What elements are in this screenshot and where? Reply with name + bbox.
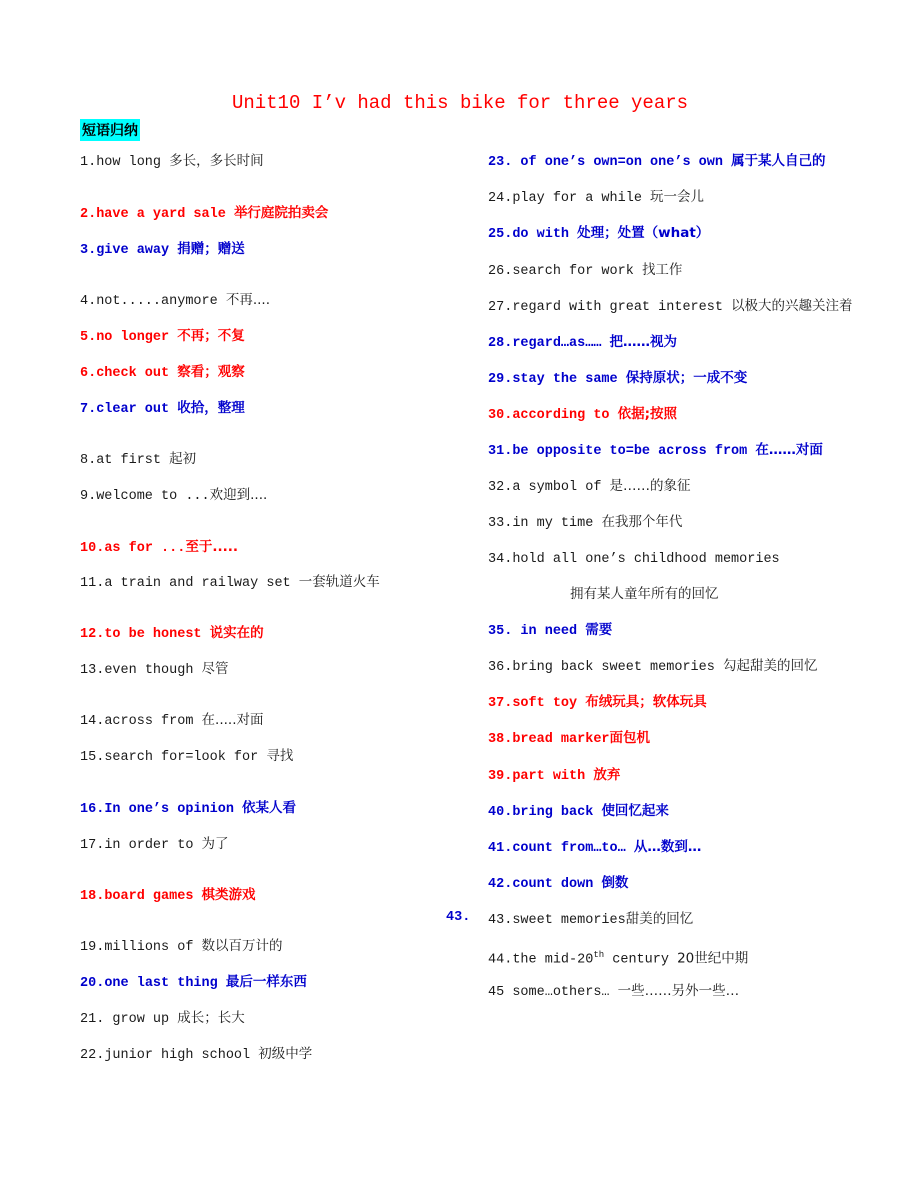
list-item — [80, 399, 245, 419]
page-title: Unit10 I’v had this bike for three years — [231, 92, 689, 114]
item-english: bread marker — [512, 732, 610, 747]
list-item — [80, 799, 296, 819]
list-item — [80, 363, 245, 383]
item-chinese: 玩一会儿 — [650, 189, 705, 205]
item-chinese: 成长；长大 — [177, 1010, 245, 1026]
list-item — [80, 747, 293, 767]
item-superscript: th — [593, 950, 605, 960]
item-english: bring back sweet memories — [512, 660, 723, 675]
item-chinese: 甜美的回忆 — [625, 911, 694, 927]
item-english: have a yard sale — [96, 207, 234, 222]
item-number: 14. — [80, 714, 105, 729]
item-english: give away — [96, 243, 178, 258]
item-chinese: 数以百万计的 — [201, 938, 283, 954]
list-item — [488, 729, 650, 749]
list-item — [488, 982, 739, 1002]
item-chinese: 面包机 — [609, 730, 651, 746]
item-number: 13. — [80, 663, 105, 678]
item-chinese: 一些……另外一些… — [617, 983, 740, 999]
item-english: clear out — [96, 402, 178, 417]
item-number: 1. — [80, 155, 97, 170]
item-chinese: 需要 — [585, 622, 613, 638]
item-chinese: 勾起甜美的回忆 — [722, 658, 818, 674]
item-chinese: 说实在的 — [209, 625, 264, 641]
item-chinese: 找工作 — [641, 262, 683, 278]
item-chinese: 布绒玩具；软体玩具 — [585, 694, 707, 710]
item-chinese: 依据;按照 — [617, 406, 678, 422]
item-english: hold all one’s childhood memories — [512, 552, 780, 567]
item-chinese: 20世纪中期 — [677, 950, 749, 967]
list-item — [80, 204, 328, 224]
list-marker: 43. — [446, 910, 471, 925]
item-chinese: 处理；处置（what） — [577, 225, 710, 241]
item-english: sweet memories — [512, 913, 626, 928]
item-chinese: 至于..... — [185, 539, 238, 555]
list-item — [488, 549, 780, 569]
item-english: soft toy — [512, 696, 586, 711]
item-number: 34. — [488, 552, 513, 567]
item-number: 40. — [488, 805, 513, 820]
item-number: 11. — [80, 576, 105, 591]
section-label: 短语归纳 — [80, 119, 140, 141]
item-english: bring back — [512, 805, 602, 820]
list-item — [80, 573, 380, 593]
item-english: to be honest — [104, 627, 210, 642]
item-english: not.....anymore — [96, 294, 226, 309]
item-english: be opposite to=be across from — [512, 444, 756, 459]
item-number: 3. — [80, 243, 97, 258]
item-chinese: 保持原状；一成不变 — [625, 370, 748, 386]
item-english: in order to — [104, 838, 202, 853]
item-number: 37. — [488, 696, 513, 711]
item-english: millions of — [104, 940, 202, 955]
item-number: 33. — [488, 516, 513, 531]
item-number: 22. — [80, 1048, 105, 1063]
list-item — [80, 1009, 245, 1029]
item-chinese: 举行庭院拍卖会 — [233, 205, 329, 221]
item-chinese: 尽管 — [201, 661, 229, 677]
item-number: 21. — [80, 1012, 105, 1027]
list-item — [80, 660, 229, 680]
item-english: no longer — [96, 330, 178, 345]
item-chinese: 在……对面 — [755, 442, 823, 458]
item-number: 43. — [488, 913, 513, 928]
item-number: 16. — [80, 802, 105, 817]
item-english: a symbol of — [512, 480, 610, 495]
item-english-cont: century — [604, 952, 678, 968]
item-number: 28. — [488, 336, 513, 351]
list-item — [488, 441, 823, 461]
item-chinese: 依某人看 — [242, 800, 297, 816]
list-item — [488, 693, 707, 713]
item-chinese: 不再.... — [225, 292, 270, 308]
item-number: 4. — [80, 294, 97, 309]
list-item — [80, 624, 264, 644]
list-item — [80, 152, 264, 172]
item-english: count down — [512, 877, 602, 892]
list-item — [488, 333, 677, 353]
list-item — [488, 369, 747, 389]
item-english: at first — [96, 453, 170, 468]
item-chinese: 以极大的兴趣关注着 — [731, 298, 853, 314]
list-item — [488, 874, 628, 894]
item-english: check out — [96, 366, 178, 381]
list-item — [80, 886, 256, 906]
item-chinese: 棋类游戏 — [201, 887, 256, 903]
list-item — [80, 711, 264, 731]
list-item — [488, 621, 612, 641]
item-chinese: 是……的象征 — [609, 478, 691, 494]
item-english: do with — [512, 227, 578, 242]
item-english: in my time — [512, 516, 602, 531]
item-english: welcome to ... — [96, 489, 210, 504]
list-item — [80, 835, 229, 855]
item-english: search for work — [512, 264, 642, 279]
item-number: 19. — [80, 940, 105, 955]
list-item — [80, 538, 238, 558]
item-english: stay the same — [512, 372, 626, 387]
item-number: 45 — [488, 985, 513, 1000]
item-chinese: 在我那个年代 — [601, 514, 683, 530]
list-item — [488, 261, 682, 281]
item-chinese: 使回忆起来 — [601, 803, 669, 819]
item-chinese: 察看；观察 — [177, 364, 245, 380]
list-item — [80, 291, 270, 311]
item-chinese: 捐赠；赠送 — [177, 241, 245, 257]
item-english: regard…as…… — [512, 336, 610, 351]
item-chinese: 倒数 — [601, 875, 629, 891]
list-item — [488, 766, 620, 786]
item-chinese: 最后一样东西 — [225, 974, 307, 990]
item-english: according to — [512, 408, 618, 423]
list-item — [488, 297, 853, 317]
list-item — [488, 224, 709, 244]
item-number: 44. — [488, 952, 513, 968]
list-item — [80, 240, 245, 260]
item-number: 39. — [488, 769, 513, 784]
item-number: 8. — [80, 453, 97, 468]
item-number: 29. — [488, 372, 513, 387]
item-chinese: 欢迎到.... — [209, 487, 268, 503]
list-item — [80, 486, 267, 506]
list-item — [80, 450, 196, 470]
item-english: in need — [512, 624, 586, 639]
item-number: 25. — [488, 227, 513, 242]
item-english: how long — [96, 155, 170, 170]
list-item — [80, 937, 283, 957]
list-item — [80, 327, 245, 347]
item-number: 7. — [80, 402, 97, 417]
item-english: junior high school — [104, 1048, 259, 1063]
item-number: 32. — [488, 480, 513, 495]
item-number: 15. — [80, 750, 105, 765]
item-english: grow up — [104, 1012, 178, 1027]
item-chinese: 不再；不复 — [177, 328, 245, 344]
item-chinese: 放弃 — [593, 767, 621, 783]
list-item — [488, 802, 669, 822]
item-english: as for ... — [104, 541, 186, 556]
item-english: regard with great interest — [512, 300, 732, 315]
item-chinese: 收拾，整理 — [177, 400, 245, 416]
item-english: In one’s opinion — [104, 802, 243, 817]
item-chinese: 多长，多长时间 — [169, 153, 264, 169]
item-number: 31. — [488, 444, 513, 459]
item-english: part with — [512, 769, 594, 784]
item-number: 9. — [80, 489, 97, 504]
list-item — [80, 1045, 312, 1065]
item-chinese: 在.....对面 — [201, 712, 264, 728]
list-item — [488, 405, 677, 425]
list-item — [488, 838, 701, 858]
item-english: count from…to… — [512, 841, 634, 856]
item-english: across from — [104, 714, 202, 729]
item-number: 6. — [80, 366, 97, 381]
item-number: 20. — [80, 976, 105, 991]
item-english: search for=look for — [104, 750, 267, 765]
item-number: 23. — [488, 155, 513, 170]
item-number: 42. — [488, 877, 513, 892]
list-item — [488, 152, 826, 172]
item-chinese: 初级中学 — [258, 1046, 313, 1062]
item-number: 38. — [488, 732, 513, 747]
item-number: 35. — [488, 624, 513, 639]
list-item — [488, 513, 682, 533]
item-number: 5. — [80, 330, 97, 345]
item-english: some…others… — [512, 985, 618, 1000]
item-number: 18. — [80, 889, 105, 904]
item-english: the mid-20 — [512, 952, 594, 968]
item-number: 24. — [488, 191, 513, 206]
item-chinese: 为了 — [201, 836, 229, 852]
list-item — [488, 188, 704, 208]
item-chinese: 寻找 — [266, 748, 294, 764]
item-number: 30. — [488, 408, 513, 423]
item-number: 26. — [488, 264, 513, 279]
item-english: board games — [104, 889, 202, 904]
item-number: 41. — [488, 841, 513, 856]
list-item — [570, 585, 719, 605]
list-item — [488, 657, 817, 677]
item-english: one last thing — [104, 976, 226, 991]
list-item — [488, 910, 693, 930]
item-chinese: 拥有某人童年所有的回忆 — [570, 586, 719, 602]
item-english: a train and railway set — [104, 576, 299, 591]
item-chinese: 一套轨道火车 — [298, 574, 380, 590]
item-number: 2. — [80, 207, 97, 222]
item-chinese: 把……视为 — [609, 334, 678, 350]
list-item — [80, 973, 307, 993]
list-item — [488, 946, 748, 970]
item-chinese: 起初 — [169, 451, 197, 467]
item-english: of one’s own=on one’s own — [512, 155, 732, 170]
item-chinese: 从…数到… — [633, 839, 702, 855]
item-english: play for a while — [512, 191, 651, 206]
item-number: 10. — [80, 541, 105, 556]
item-number: 36. — [488, 660, 513, 675]
item-number: 27. — [488, 300, 513, 315]
item-chinese: 属于某人自己的 — [731, 153, 826, 169]
item-number: 12. — [80, 627, 105, 642]
list-item — [488, 477, 691, 497]
item-number: 17. — [80, 838, 105, 853]
item-english: even though — [104, 663, 202, 678]
